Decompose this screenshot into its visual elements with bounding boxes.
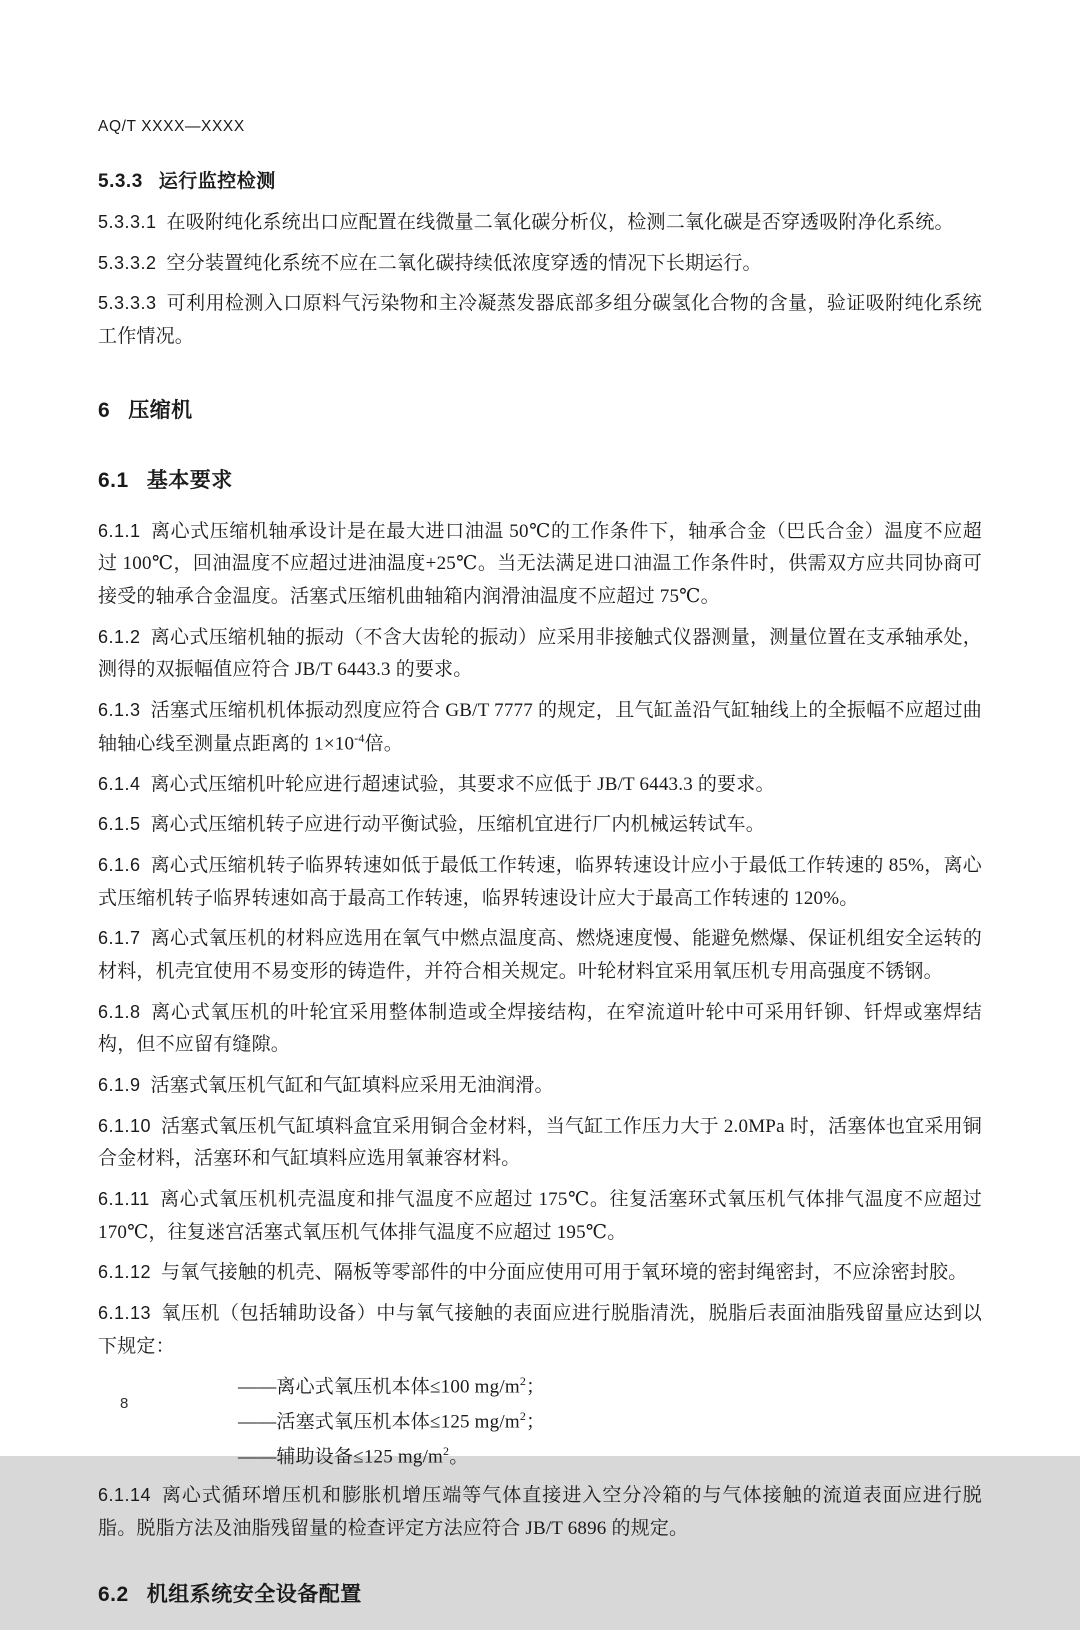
clause-5-3-3-3-number: 5.3.3.3: [98, 293, 157, 314]
clause-6-1-14-text: 离心式循环增压机和膨胀机增压端等气体直接进入空分冷箱的与气体接触的流道表面应进行脱脂。脱脂方法及油脂残留量的检查评定方法应符合 JB/T 6896 的规定。: [98, 1485, 982, 1540]
clause-6-1-5-text: 离心式压缩机转子应进行动平衡试验，压缩机宜进行厂内机械运转试车。: [150, 814, 765, 836]
clause-6-1-10-text: 活塞式氧压机气缸填料盒宜采用铜合金材料，当气缸工作压力大于 2.0MPa 时，活塞体也宜采用铜合金材料，活塞环和气缸填料应选用氧兼容材料。: [98, 1115, 982, 1170]
list-item-exponent: 2: [519, 1374, 527, 1389]
page-number: 8: [120, 1395, 129, 1412]
clause-6-1-12: [98, 1257, 982, 1290]
clause-6-1-11-text: 离心式氧压机机壳温度和排气温度不应超过 175℃。往复活塞环式氧压机气体排气温度不应超过 170℃，往复迷宫活塞式氧压机气体排气温度不应超过 195℃。: [98, 1189, 982, 1243]
clause-6-1-10: [98, 1111, 982, 1176]
list-item: [98, 1371, 982, 1404]
heading-5-3-3-number: 5.3.3: [98, 171, 143, 192]
clause-6-1-13: [98, 1298, 982, 1363]
list-item-dash: ——: [238, 1376, 277, 1398]
heading-6-2: [98, 1578, 982, 1608]
clause-5-3-3-1-text: 在吸附纯化系统出口应配置在线微量二氧化碳分析仪，检测二氧化碳是否穿透吸附净化系统。: [166, 212, 954, 233]
clause-6-1-6: [98, 850, 982, 915]
clause-6-1-5: [98, 809, 982, 842]
clause-6-1-14-number: 6.1.14: [98, 1485, 152, 1506]
clause-6-1-8-text: 离心式氧压机的叶轮宜采用整体制造或全焊接结构，在窄流道叶轮中可采用钎铆、钎焊或塞焊结构，但不应留有缝隙。: [98, 1001, 982, 1056]
clause-6-1-12-number: 6.1.12: [98, 1262, 152, 1283]
list-item-dash: ——: [238, 1411, 277, 1433]
clause-6-1-11: [98, 1184, 982, 1249]
clause-5-3-3-1-number: 5.3.3.1: [98, 212, 157, 232]
heading-chapter-6-text: 压缩机: [128, 398, 193, 422]
clause-6-1-9-number: 6.1.9: [98, 1075, 141, 1096]
clause-6-1-4: [98, 769, 982, 802]
list-item: [98, 1441, 982, 1474]
clause-6-1-3: [98, 695, 982, 761]
clause-6-1-3-text-b: 倍。: [364, 733, 403, 755]
clause-5-3-3-2-number: 5.3.3.2: [98, 252, 157, 273]
list-item-dash: ——: [238, 1446, 277, 1468]
list-item-text: 离心式氧压机本体≤100 mg/m: [276, 1376, 520, 1398]
list-item-text: 活塞式氧压机本体≤125 mg/m: [276, 1411, 520, 1433]
clause-6-1-6-text: 离心式压缩机转子临界转速如低于最低工作转速，临界转速设计应小于最低工作转速的 85%，离心式压缩机转子临界转速如高于最高工作转速，临界转速设计应大于最高工作转速的 120%。: [98, 855, 982, 909]
heading-5-3-3: [98, 166, 982, 193]
heading-5-3-3-text: 运行监控检测: [158, 171, 276, 192]
heading-6-2-text: 机组系统安全设备配置: [146, 1582, 362, 1606]
heading-chapter-6-number: 6: [98, 398, 111, 422]
clause-6-1-3-text-a: 活塞式压缩机机体振动烈度应符合 GB/T 7777 的规定，且气缸盖沿气缸轴线上的全振幅不应超过曲轴轴心线至测量点距离的 1×10: [98, 700, 982, 755]
clause-6-1-10-number: 6.1.10: [98, 1115, 152, 1136]
clause-6-1-13-text: 氧压机（包括辅助设备）中与氧气接触的表面应进行脱脂清洗，脱脂后表面油脂残留量应达到以下规定：: [98, 1303, 982, 1357]
heading-6-1: [98, 464, 982, 494]
clause-5-3-3-3-text: 可利用检测入口原料气污染物和主冷凝蒸发器底部多组分碳氢化合物的含量，验证吸附纯化系统工作情况。: [98, 293, 982, 348]
clause-6-1-12-text: 与氧气接触的机壳、隔板等零部件的中分面应使用可用于氧环境的密封绳密封，不应涂密封胶。: [161, 1262, 968, 1284]
clause-6-1-2-number: 6.1.2: [98, 626, 141, 647]
clause-6-1-8: [98, 997, 982, 1062]
page-content: [98, 118, 982, 1630]
list-item-suffix: 。: [449, 1446, 469, 1468]
list-item-suffix: ；: [526, 1411, 546, 1433]
clause-6-1-4-number: 6.1.4: [98, 773, 141, 794]
clause-5-3-3-3: [98, 288, 982, 353]
clause-6-1-3-exponent: -4: [354, 730, 365, 745]
clause-6-1-7-number: 6.1.7: [98, 928, 141, 949]
list-item: [98, 1406, 982, 1439]
clause-6-1-1-text: 离心式压缩机轴承设计是在最大进口油温 50℃的工作条件下，轴承合金（巴氏合金）温度不应超过 100℃，回油温度不应超过进油温度+25℃。当无法满足进口油温工作条件时，供需双方应共同协商可接受的轴承合金温度。活塞式压缩机曲轴箱内润滑油温度不应超过 75℃。: [98, 520, 982, 608]
heading-6-1-text: 基本要求: [146, 468, 233, 492]
clause-6-1-7: [98, 923, 982, 988]
list-item-text: 辅助设备≤125 mg/m: [276, 1446, 444, 1468]
heading-6-2-number: 6.2: [98, 1582, 129, 1606]
list-item-suffix: ；: [526, 1376, 546, 1398]
clause-6-1-6-number: 6.1.6: [98, 855, 141, 876]
clause-6-1-1-number: 6.1.1: [98, 520, 141, 541]
clause-6-1-13-number: 6.1.13: [98, 1303, 152, 1324]
clause-6-1-9-text: 活塞式氧压机气缸和气缸填料应采用无油润滑。: [150, 1075, 554, 1097]
clause-6-1-8-number: 6.1.8: [98, 1001, 141, 1022]
clause-5-3-3-2: [98, 248, 982, 281]
clause-5-3-3-1: [98, 207, 982, 240]
clause-6-1-4-text: 离心式压缩机叶轮应进行超速试验，其要求不应低于 JB/T 6443.3 的要求。: [150, 773, 775, 795]
clause-6-1-1: [98, 516, 982, 614]
clause-6-1-7-text: 离心式氧压机的材料应选用在氧气中燃点温度高、燃烧速度慢、能避免燃爆、保证机组安全运转的材料，机壳宜使用不易变形的铸造件，并符合相关规定。叶轮材料宜采用氧压机专用高强度不锈钢。: [98, 928, 982, 983]
clause-6-1-9: [98, 1070, 982, 1103]
clause-6-1-5-number: 6.1.5: [98, 814, 141, 835]
page-header-standard-code: AQ/T XXXX—XXXX: [98, 118, 245, 135]
clause-6-1-2-text: 离心式压缩机轴的振动（不含大齿轮的振动）应采用非接触式仪器测量，测量位置在支承轴承处，测得的双振幅值应符合 JB/T 6443.3 的要求。: [98, 626, 982, 681]
heading-6-1-number: 6.1: [98, 468, 129, 492]
clause-6-1-11-number: 6.1.11: [98, 1189, 150, 1210]
list-item-exponent: 2: [519, 1409, 527, 1424]
clause-6-1-14: [98, 1480, 982, 1545]
list-item-exponent: 2: [443, 1444, 450, 1459]
heading-chapter-6: [98, 394, 982, 424]
clause-6-1-3-number: 6.1.3: [98, 700, 141, 721]
clause-6-1-2: [98, 622, 982, 687]
clause-5-3-3-2-text: 空分装置纯化系统不应在二氧化碳持续低浓度穿透的情况下长期运行。: [166, 252, 762, 274]
